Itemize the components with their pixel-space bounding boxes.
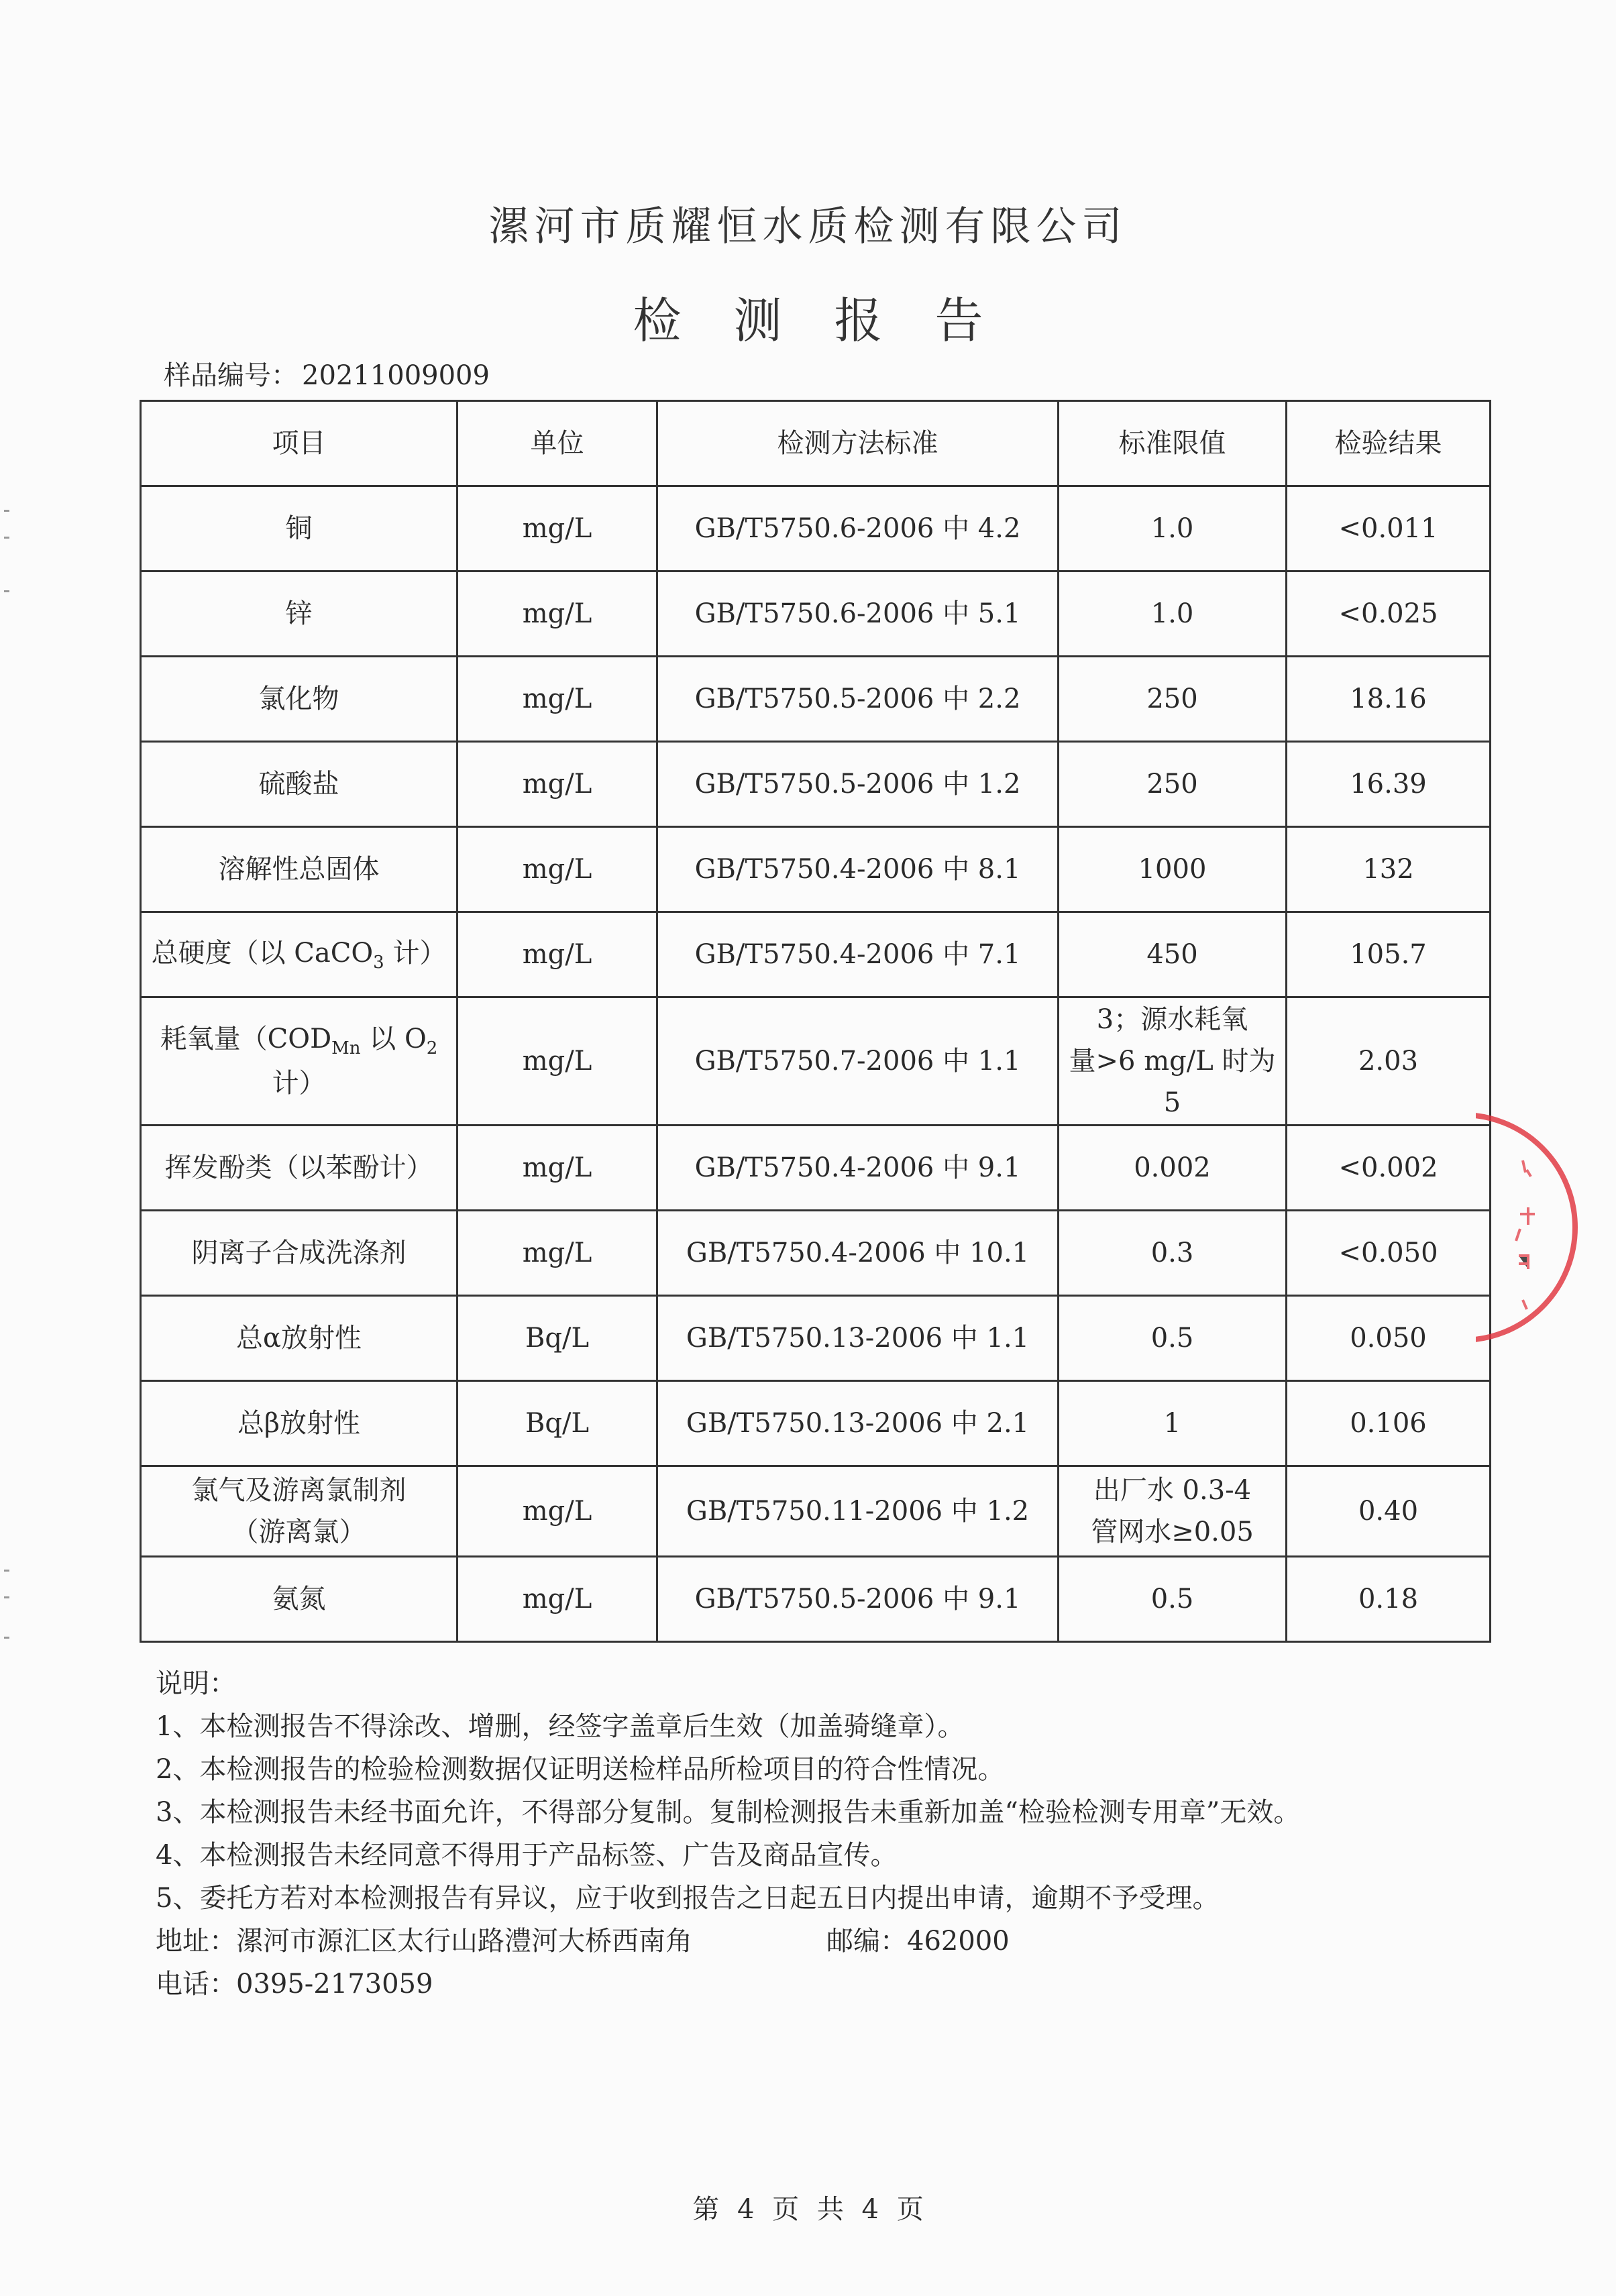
cell-item: 氯气及游离氯制剂 （游离氯）: [141, 1466, 457, 1557]
cell-limit: 0.5: [1059, 1296, 1287, 1381]
cell-unit: Bq/L: [457, 1381, 657, 1466]
cell-method: GB/T5750.4-2006 中 9.1: [657, 1126, 1059, 1211]
cell-unit: mg/L: [457, 486, 657, 571]
cell-item: 挥发酚类（以苯酚计）: [141, 1126, 457, 1211]
cell-method: GB/T5750.11-2006 中 1.2: [657, 1466, 1059, 1557]
table-row: [141, 997, 1491, 1126]
cell-limit: 250: [1059, 742, 1287, 827]
page-number: 第 4 页 共 4 页: [692, 2194, 924, 2225]
cell-limit: 出厂水 0.3-4 管网水≥0.05: [1059, 1466, 1287, 1557]
cell-result: 16.39: [1287, 742, 1491, 827]
notes-heading: 说明：: [156, 1668, 236, 1699]
note-item: 2、本检测报告的检验检测数据仅证明送检样品所检项目的符合性情况。: [156, 1754, 1005, 1785]
cell-method: GB/T5750.6-2006 中 4.2: [657, 486, 1059, 571]
cell-result: <0.050: [1287, 1211, 1491, 1296]
cell-limit: 0.5: [1059, 1557, 1287, 1642]
results-table: [140, 400, 1491, 1643]
cell-method: GB/T5750.5-2006 中 1.2: [657, 742, 1059, 827]
cell-result: 132: [1287, 827, 1491, 912]
cell-result: 0.18: [1287, 1557, 1491, 1642]
cell-method: GB/T5750.7-2006 中 1.1: [657, 997, 1059, 1126]
table-header-row: [141, 401, 1491, 486]
cell-unit: mg/L: [457, 1126, 657, 1211]
cell-limit: 1.0: [1059, 486, 1287, 571]
edge-marks: [4, 496, 11, 1637]
cell-method: GB/T5750.4-2006 中 8.1: [657, 827, 1059, 912]
header-result: 检验结果: [1287, 401, 1491, 486]
cell-result: 0.106: [1287, 1381, 1491, 1466]
phone: 电话：0395-2173059: [156, 1969, 433, 2000]
cell-item: 锌: [141, 571, 457, 657]
address: 地址：漯河市源汇区太行山路澧河大桥西南角: [156, 1926, 692, 1957]
cell-item: 耗氧量（$COD_{Mn}$ 以 $O_2$ 计）: [141, 997, 457, 1126]
sample-number: [160, 354, 490, 392]
sample-label: 样品编号：: [164, 360, 298, 391]
company-name: 漯河市质耀恒水质检测有限公司: [488, 203, 1128, 250]
cell-method: GB/T5750.4-2006 中 10.1: [657, 1211, 1059, 1296]
cell-method: GB/T5750.5-2006 中 9.1: [657, 1557, 1059, 1642]
cell-method: GB/T5750.13-2006 中 1.1: [657, 1296, 1059, 1381]
table-row: [141, 1466, 1491, 1557]
cell-limit: 1000: [1059, 827, 1287, 912]
table-row: [141, 1557, 1491, 1642]
cell-method: GB/T5750.5-2006 中 2.2: [657, 657, 1059, 742]
note-item: 4、本检测报告未经同意不得用于产品标签、广告及商品宣传。: [156, 1840, 898, 1871]
table-row: [141, 827, 1491, 912]
cell-item: 阴离子合成洗涤剂: [141, 1211, 457, 1296]
notes-section: [156, 1662, 1470, 2006]
note-item: 1、本检测报告不得涂改、增删，经签字盖章后生效（加盖骑缝章）。: [156, 1711, 965, 1742]
note-item: 3、本检测报告未经书面允许，不得部分复制。复制检测报告未重新加盖“检验检测专用章”无效。: [156, 1797, 1301, 1828]
cell-item: 溶解性总固体: [141, 827, 457, 912]
cell-method: GB/T5750.6-2006 中 5.1: [657, 571, 1059, 657]
cell-method: GB/T5750.13-2006 中 2.1: [657, 1381, 1059, 1466]
sample-value: 20211009009: [302, 360, 490, 391]
cell-result: 0.40: [1287, 1466, 1491, 1557]
cell-limit: 1.0: [1059, 571, 1287, 657]
cell-limit: 3；源水耗氧 量>6 mg/L 时为 5: [1059, 997, 1287, 1126]
header-item: 项目: [141, 401, 457, 486]
cell-result: 105.7: [1287, 912, 1491, 997]
table-row: [141, 657, 1491, 742]
table-row: [141, 1381, 1491, 1466]
cell-item: 氨氮: [141, 1557, 457, 1642]
zip-code: 邮编：462000: [826, 1926, 1010, 1957]
cell-unit: mg/L: [457, 1557, 657, 1642]
cell-result: 2.03: [1287, 997, 1491, 1126]
cell-limit: 0.002: [1059, 1126, 1287, 1211]
table-row: [141, 1211, 1491, 1296]
table-row: [141, 1296, 1491, 1381]
cell-limit: 450: [1059, 912, 1287, 997]
address-row: [156, 1920, 1470, 1963]
cell-item: 铜: [141, 486, 457, 571]
cell-result: <0.011: [1287, 486, 1491, 571]
cell-item: 总β放射性: [141, 1381, 457, 1466]
cell-unit: mg/L: [457, 1211, 657, 1296]
cell-limit: 0.3: [1059, 1211, 1287, 1296]
cell-unit: mg/L: [457, 827, 657, 912]
cell-unit: mg/L: [457, 571, 657, 657]
cell-unit: mg/L: [457, 657, 657, 742]
cell-limit: 250: [1059, 657, 1287, 742]
table-row: [141, 486, 1491, 571]
table-row: [141, 742, 1491, 827]
cell-item: 硫酸盐: [141, 742, 457, 827]
note-item: 5、委托方若对本检测报告有异议，应于收到报告之日起五日内提出申请，逾期不予受理。: [156, 1883, 1220, 1914]
table-row: [141, 912, 1491, 997]
cell-result: <0.002: [1287, 1126, 1491, 1211]
cell-result: <0.025: [1287, 571, 1491, 657]
cell-item: 总硬度（以 CaCO$_3$ 计）: [141, 912, 457, 997]
cell-result: 18.16: [1287, 657, 1491, 742]
cell-unit: Bq/L: [457, 1296, 657, 1381]
seal-stamp-partial: [1476, 1100, 1616, 1355]
cell-result: 0.050: [1287, 1296, 1491, 1381]
report-title: 检测报告: [633, 292, 1036, 349]
cell-unit: mg/L: [457, 742, 657, 827]
cell-method: GB/T5750.4-2006 中 7.1: [657, 912, 1059, 997]
cell-item: 总α放射性: [141, 1296, 457, 1381]
cell-unit: mg/L: [457, 997, 657, 1126]
header-unit: 单位: [457, 401, 657, 486]
header-limit: 标准限值: [1059, 401, 1287, 486]
table-row: [141, 1126, 1491, 1211]
cell-item: 氯化物: [141, 657, 457, 742]
table-row: [141, 571, 1491, 657]
cell-limit: 1: [1059, 1381, 1287, 1466]
cell-unit: mg/L: [457, 912, 657, 997]
cell-unit: mg/L: [457, 1466, 657, 1557]
header-method: 检测方法标准: [657, 401, 1059, 486]
